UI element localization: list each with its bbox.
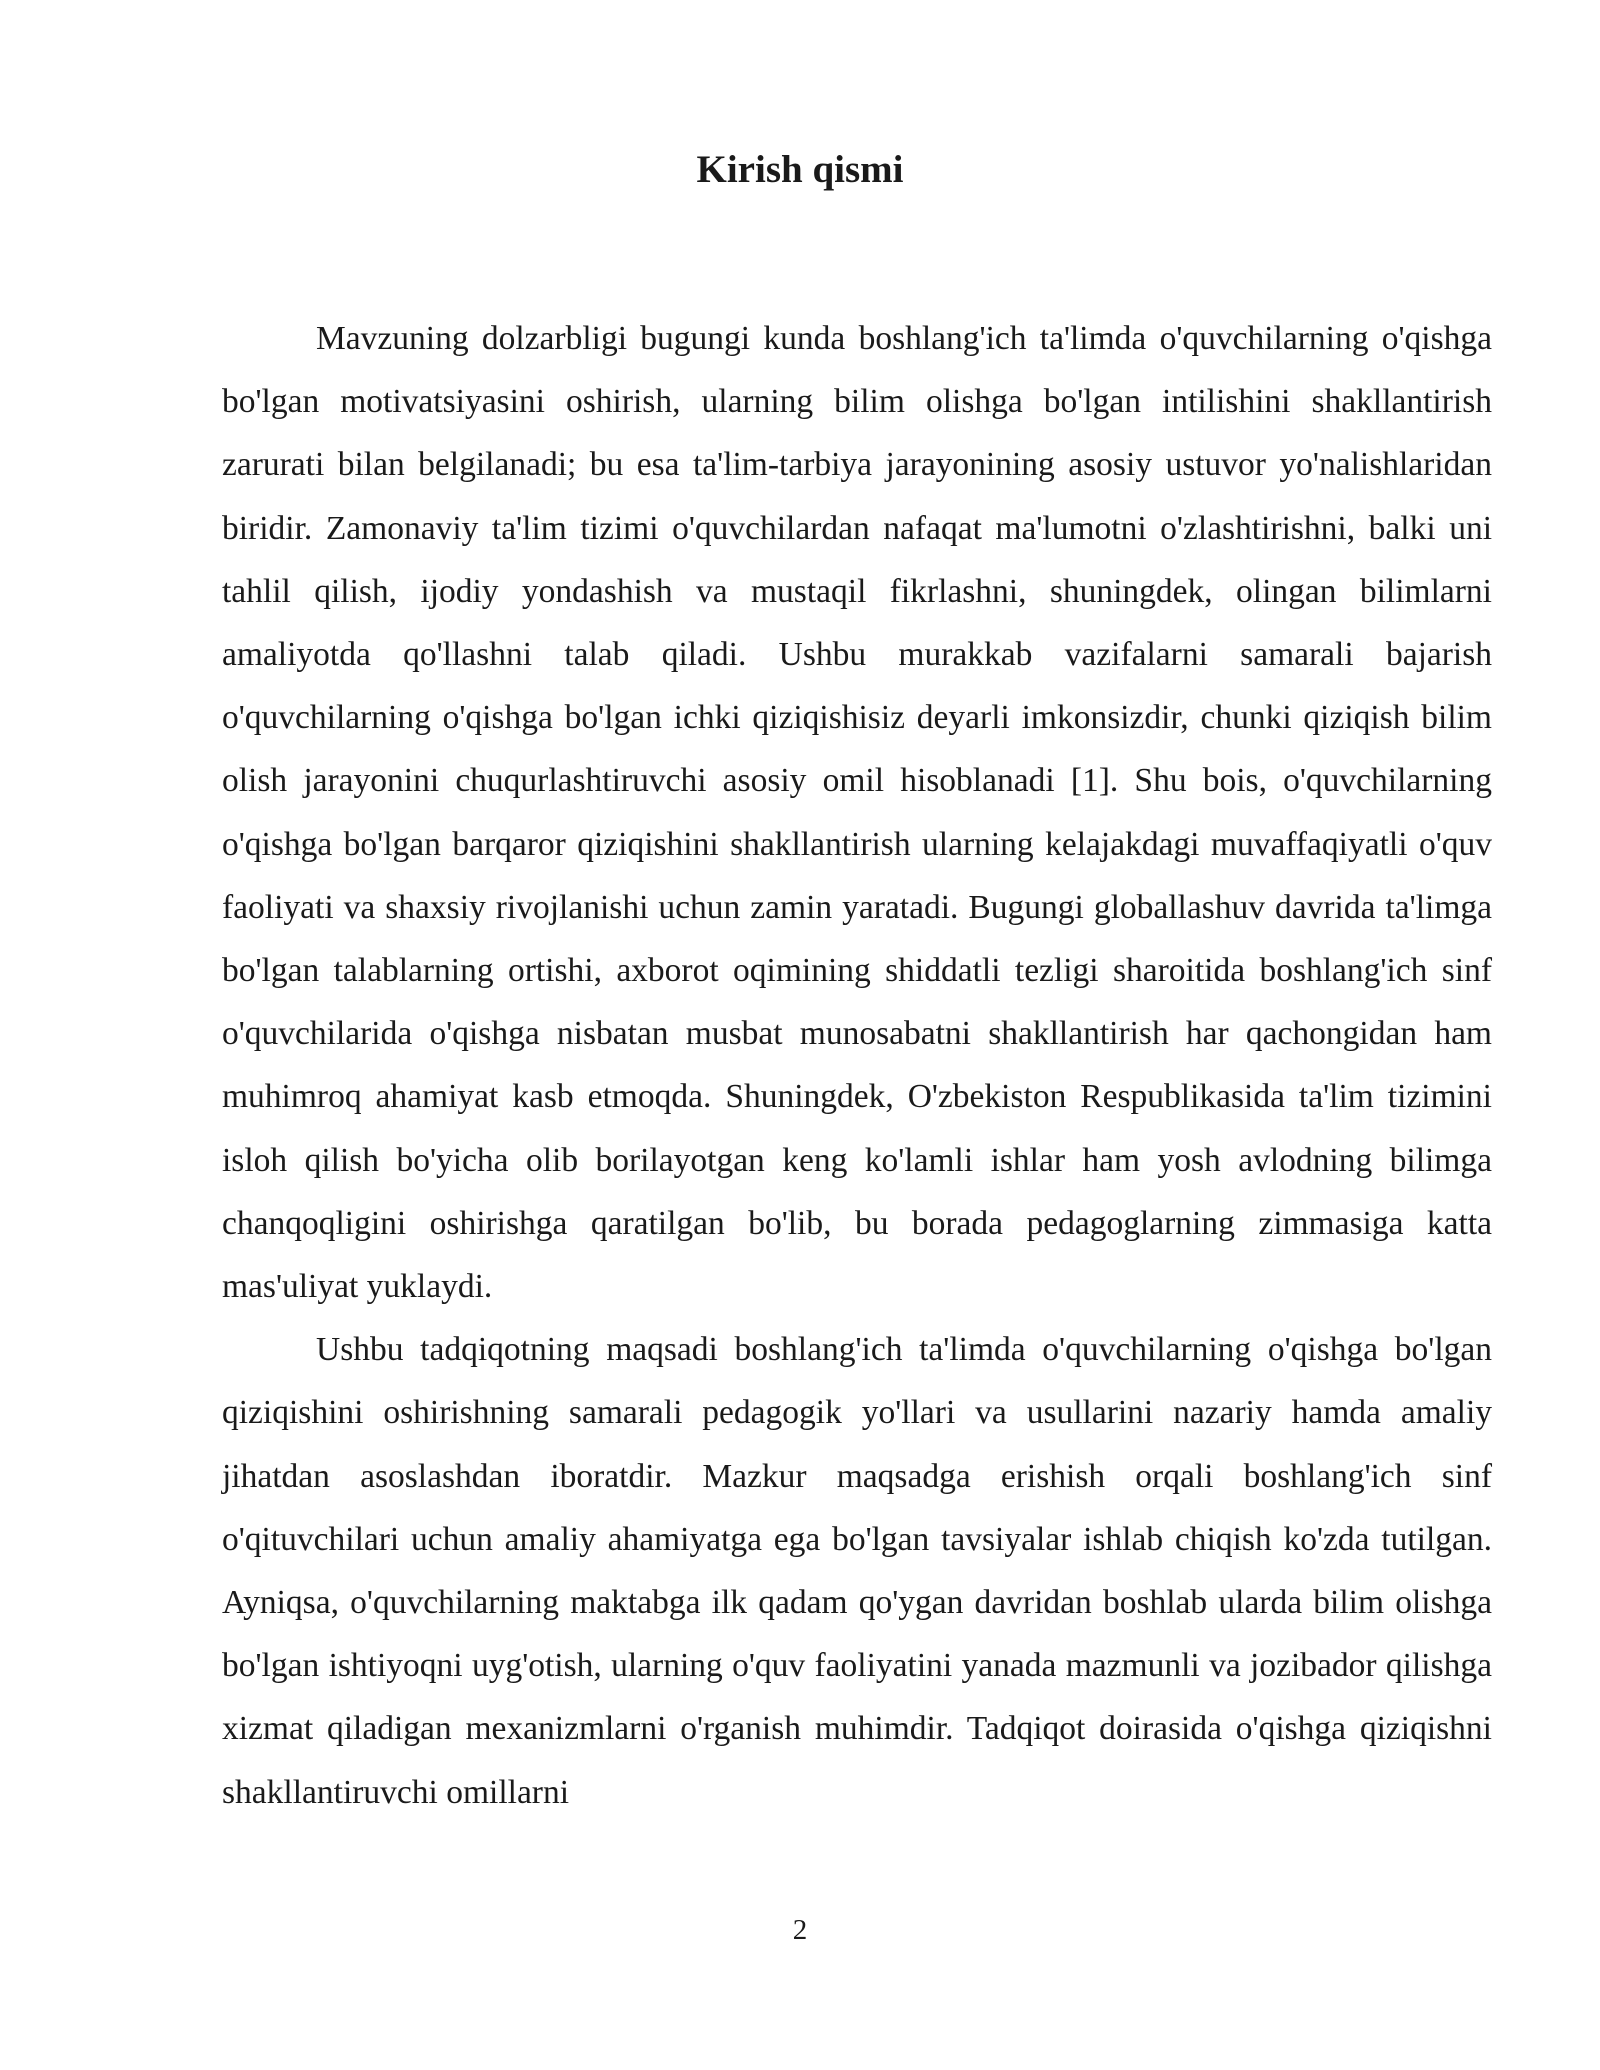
paragraph-relevance: Mavzuning dolzarbligi bugungi kunda boshlang'ich ta'limda o'quvchilarning o'qishga bo'lgan motivatsiyasini oshirish, ularning bilim olishga bo'lgan intilishini shakllantirish zarurati bilan belgilanadi; bu esa ta'lim-tarbiya jarayonining asosiy ustuvor yo'nalishlaridan biridir. Zamonaviy ta'lim tizimi o'quvchilardan nafaqat ma'lumotni o'zlashtirishni, balki uni tahlil qilish, ijodiy yondashish va mustaqil fikrlashni, shuningdek, olingan bilimlarni amaliyotda qo'llashni talab qiladi. Ushbu murakkab vazifalarni samarali bajarish o'quvchilarning o'qishga bo'lgan ichki qiziqishisiz deyarli imkonsizdir, chunki qiziqish bilim olish jarayonini chuqurlashtiruvchi asosiy omil hisoblanadi [1]. Shu bois, o'quvchilarning o'qishga bo'lgan barqaror qiziqishini shakllantirish ularning kelajakdagi muvaffaqiyatli o'quv faoliyati va shaxsiy rivojlanishi uchun zamin yaratadi. Bugungi globallashuv davrida ta'limga bo'lgan talablarning ortishi, axborot oqimining shiddatli tezligi sharoitida boshlang'ich sinf o'quvchilarida o'qishga nisbatan musbat munosabatni shakllantirish har qachongidan ham muhimroq ahamiyat kasb etmoqda. Shuningdek, O'zbekiston Respublikasida ta'lim tizimini isloh qilish bo'yicha olib borilayotgan keng ko'lamli ishlar ham yosh avlodning bilimga chanqoqligini oshirishga qaratilgan bo'lib, bu borada pedagoglarning zimmasiga katta mas'uliyat yuklaydi.: [222, 320, 1492, 1306]
paragraph-research-goal: Ushbu tadqiqotning maqsadi boshlang'ich ta'limda o'quvchilarning o'qishga bo'lgan qiziqishini oshirishning samarali pedagogik yo'llari va usullarini nazariy hamda amaliy jihatdan asoslashdan iboratdir. Mazkur maqsadga erishish orqali boshlang'ich sinf o'qituvchilari uchun amaliy ahamiyatga ega bo'lgan tavsiyalar ishlab chiqish ko'zda tutilgan. Ayniqsa, o'quvchilarning maktabga ilk qadam qo'ygan davridan boshlab ularda bilim olishga bo'lgan ishtiyoqni uyg'otish, ularning o'quv faoliyatini yanada mazmunli va jozibador qilishga xizmat qiladigan mexanizmlarni o'rganish muhimdir. Tadqiqot doirasida o'qishga qiziqishni shakllantiruvchi omillarni: [222, 1331, 1492, 1811]
page-number: 2: [792, 1914, 808, 1946]
body-text: [222, 307, 1492, 1824]
page-title: Kirish qismi: [696, 148, 904, 191]
